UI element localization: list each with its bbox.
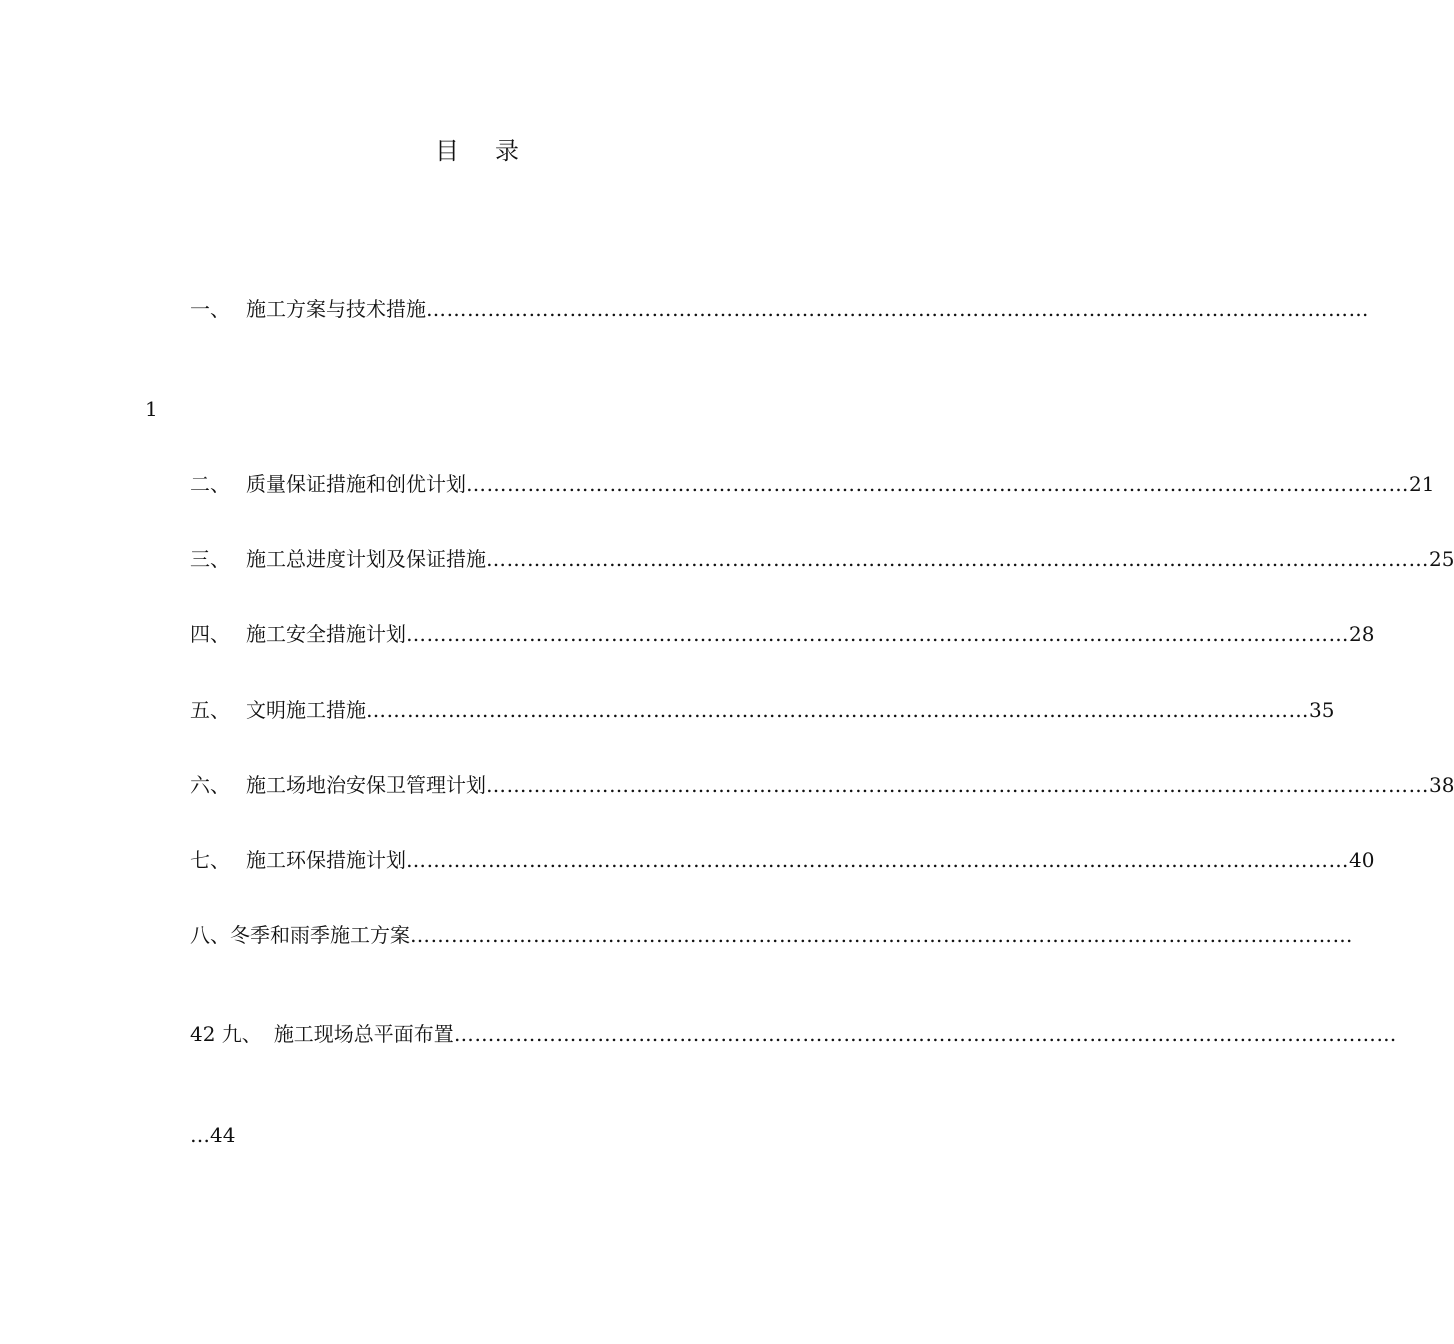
- toc-entry-label: 施工总进度计划及保证措施: [246, 547, 486, 571]
- toc-entry-page: 21: [1409, 472, 1435, 496]
- toc-entry-label: 冬季和雨季施工方案: [230, 923, 410, 947]
- toc-dot-leader: …………………………………………………………………………………………………………………………: [406, 622, 1349, 646]
- toc-entry-number: 42 九、: [190, 1022, 262, 1046]
- toc-entry-label: 文明施工措施: [246, 698, 366, 722]
- toc-dot-leader: …………………………………………………………………………………………………………………………: [426, 297, 1369, 321]
- toc-entry-label: 施工现场总平面布置: [273, 1022, 454, 1046]
- toc-dot-leader: …………………………………………………………………………………………………………………………: [466, 472, 1409, 496]
- toc-entry-label: 施工方案与技术措施: [246, 297, 426, 321]
- toc-entry-9[interactable]: [190, 1021, 1397, 1047]
- toc-entry-number: 五、: [190, 698, 230, 722]
- toc-entry-number: 六、: [190, 773, 230, 797]
- toc-dot-leader: …………………………………………………………………………………………………………………………: [486, 547, 1429, 571]
- toc-entry-3[interactable]: [190, 546, 1454, 572]
- toc-dot-leader: …………………………………………………………………………………………………………………………: [406, 848, 1349, 872]
- toc-entry-page: 28: [1349, 622, 1375, 646]
- toc-entry-7[interactable]: [190, 847, 1375, 873]
- toc-dot-leader: …………………………………………………………………………………………………………………………: [410, 923, 1353, 947]
- toc-entry-1[interactable]: [190, 296, 1369, 322]
- toc-entry-number: 四、: [190, 622, 230, 646]
- toc-entry-label: 施工场地治安保卫管理计划: [246, 773, 486, 797]
- toc-entry-label: 施工安全措施计划: [246, 622, 406, 646]
- toc-entry-5[interactable]: [190, 697, 1335, 723]
- toc-dot-leader: …………………………………………………………………………………………………………………………: [486, 773, 1429, 797]
- toc-entry-number: 七、: [190, 848, 230, 872]
- toc-entry-4[interactable]: [190, 621, 1375, 647]
- toc-entry-label: 施工环保措施计划: [246, 848, 406, 872]
- toc-dot-leader: …………………………………………………………………………………………………………………………: [453, 1022, 1397, 1046]
- toc-entry-page: 35: [1309, 698, 1335, 722]
- toc-entry-number: 一、: [190, 297, 230, 321]
- toc-entry-number: 八、: [190, 923, 230, 947]
- toc-entry-page: 25: [1429, 547, 1454, 571]
- toc-entry-label: 质量保证措施和创优计划: [246, 472, 466, 496]
- toc-entry-page: 40: [1349, 848, 1375, 872]
- toc-page-number-wrapped: 1: [145, 397, 158, 421]
- toc-page-number-wrapped: …44: [190, 1123, 236, 1147]
- toc-entry-number: 二、: [190, 472, 230, 496]
- toc-entry-2[interactable]: [190, 471, 1435, 497]
- toc-entry-number: 三、: [190, 547, 230, 571]
- toc-dot-leader: …………………………………………………………………………………………………………………………: [366, 698, 1309, 722]
- toc-entry-8[interactable]: [190, 922, 1353, 948]
- toc-entry-6[interactable]: [190, 772, 1454, 798]
- toc-entry-page: 38: [1429, 773, 1454, 797]
- page-title: 目录: [435, 137, 555, 165]
